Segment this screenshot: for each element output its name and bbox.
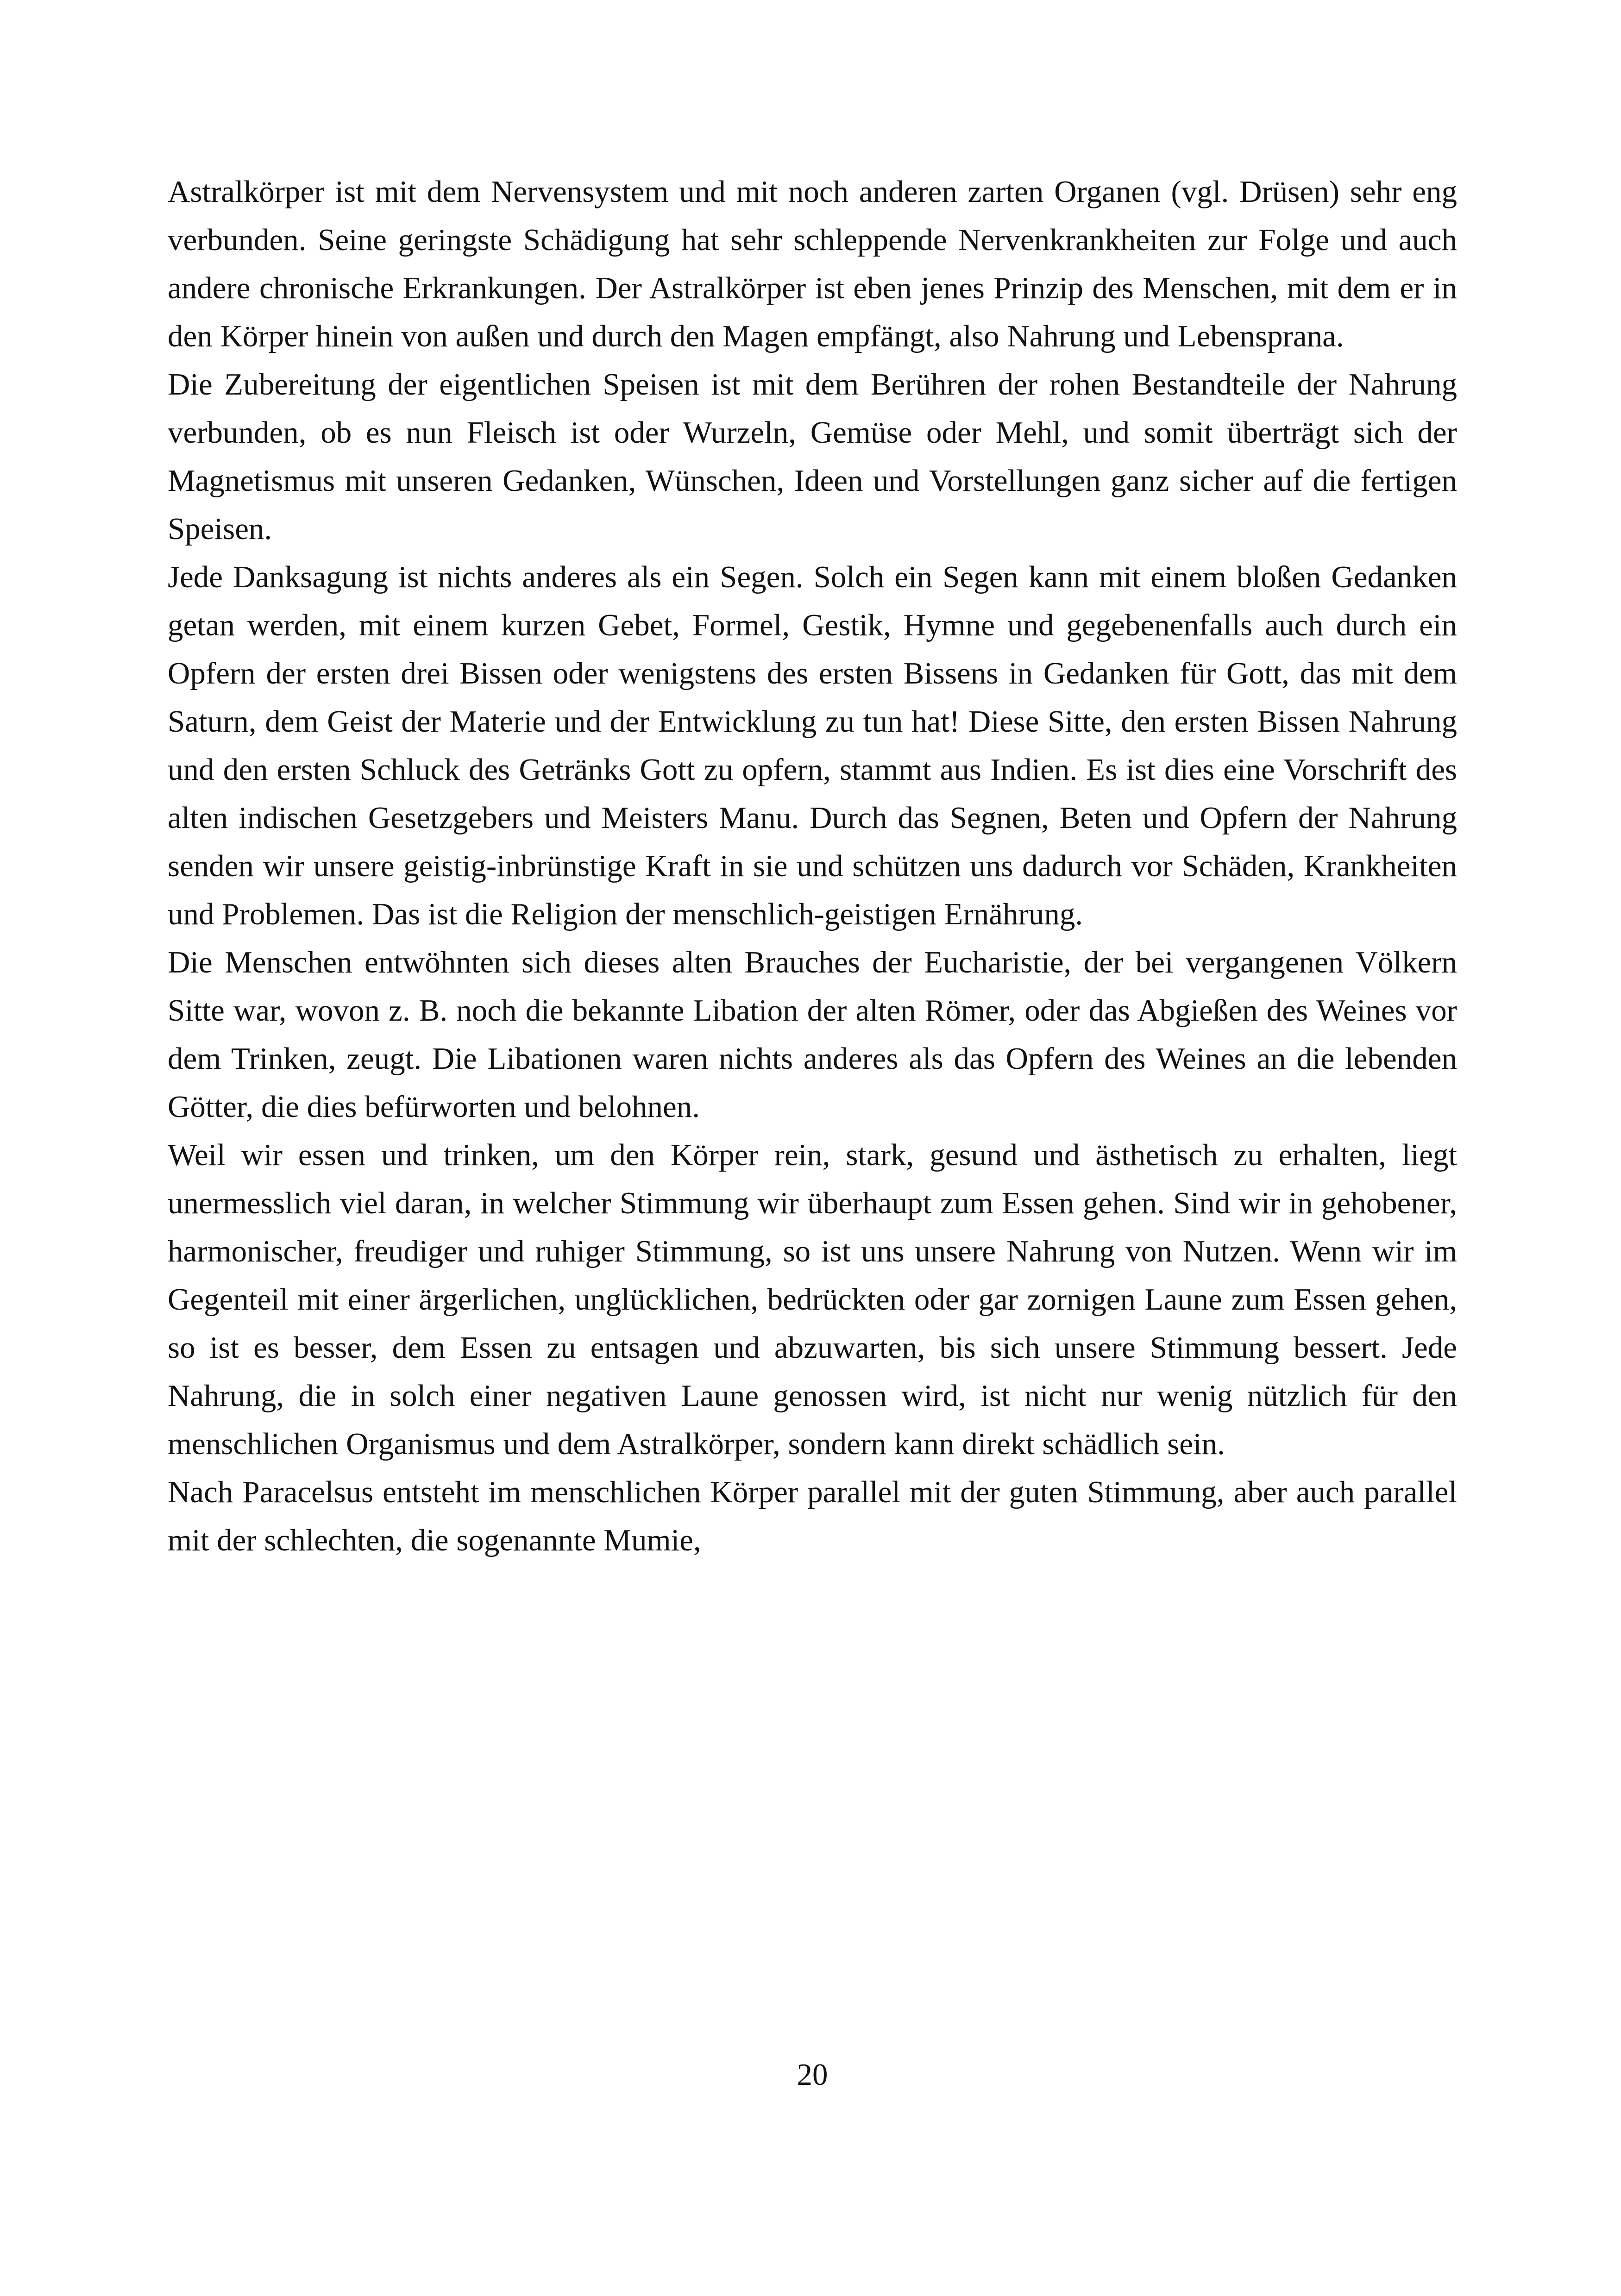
page-number: 20 (797, 2058, 828, 2092)
paragraph-paracelsus: Nach Paracelsus entsteht im menschlichen Körper parallel mit der guten Stimmung, aber auch parallel mit der schlechten, die sogenannte Mumie, (168, 1475, 1457, 1557)
paragraph-astralkoerper: Astralkörper ist mit dem Nervensystem und mit noch anderen zarten Organen (vgl. Drüsen) sehr eng verbunden. Seine geringste Schädigung hat sehr schleppende Nervenkrankheiten zur Folge und auch andere chronische Erkrankungen. Der Astralkörper ist eben jenes Prinzip des Menschen, mit dem er in den Körper hinein von außen und durch den Magen empfängt, also Nahrung und Lebensprana. (168, 175, 1457, 353)
paragraph-zubereitung: Die Zubereitung der eigentlichen Speisen ist mit dem Berühren der rohen Bestandteile der Nahrung verbunden, ob es nun Fleisch ist oder Wurzeln, Gemüse oder Mehl, und somit überträgt sich der Magnetismus mit unseren Gedanken, Wünschen, Ideen und Vorstellungen ganz sicher auf die fertigen Speisen. (168, 367, 1457, 546)
paragraph-stimmung: Weil wir essen und trinken, um den Körper rein, stark, gesund und ästhetisch zu erhalten, liegt unermesslich viel daran, in welcher Stimmung wir überhaupt zum Essen gehen. Sind wir in gehobener, harmonischer, freudiger und ruhiger Stimmung, so ist uns unsere Nahrung von Nutzen. Wenn wir im Gegenteil mit einer ärgerlichen, unglücklichen, bedrückten oder gar zornigen Laune zum Essen gehen, so ist es besser, dem Essen zu entsagen und abzuwarten, bis sich unsere Stimmung bessert. Jede Nahrung, die in solch einer negativen Laune genossen wird, ist nicht nur wenig nützlich für den menschlichen Organismus und dem Astralkörper, sondern kann direkt schädlich sein. (168, 1138, 1457, 1461)
paragraph-eucharistie: Die Menschen entwöhnten sich dieses alten Brauches der Eucharistie, der bei vergangenen Völkern Sitte war, wovon z. B. noch die bekannte Libation der alten Römer, oder das Abgießen des Weines vor dem Trinken, zeugt. Die Libationen waren nichts anderes als das Opfern des Weines an die lebenden Götter, die dies befürworten und belohnen. (168, 945, 1457, 1124)
page-text-block (168, 168, 1457, 1564)
paragraph-danksagung: Jede Danksagung ist nichts anderes als ein Segen. Solch ein Segen kann mit einem bloßen Gedanken getan werden, mit einem kurzen Gebet, Formel, Gestik, Hymne und gegebenenfalls auch durch ein Opfern der ersten drei Bissen oder wenigstens des ersten Bissens in Gedanken für Gott, das mit dem Saturn, dem Geist der Materie und der Entwicklung zu tun hat! Diese Sitte, den ersten Bissen Nahrung und den ersten Schluck des Getränks Gott zu opfern, stammt aus Indien. Es ist dies eine Vorschrift des alten indischen Gesetzgebers und Meisters Manu. Durch das Segnen, Beten und Opfern der Nahrung senden wir unsere geistig-inbrünstige Kraft in sie und schützen uns dadurch vor Schäden, Krankheiten und Problemen. Das ist die Religion der menschlich-geistigen Ernährung. (168, 560, 1457, 931)
